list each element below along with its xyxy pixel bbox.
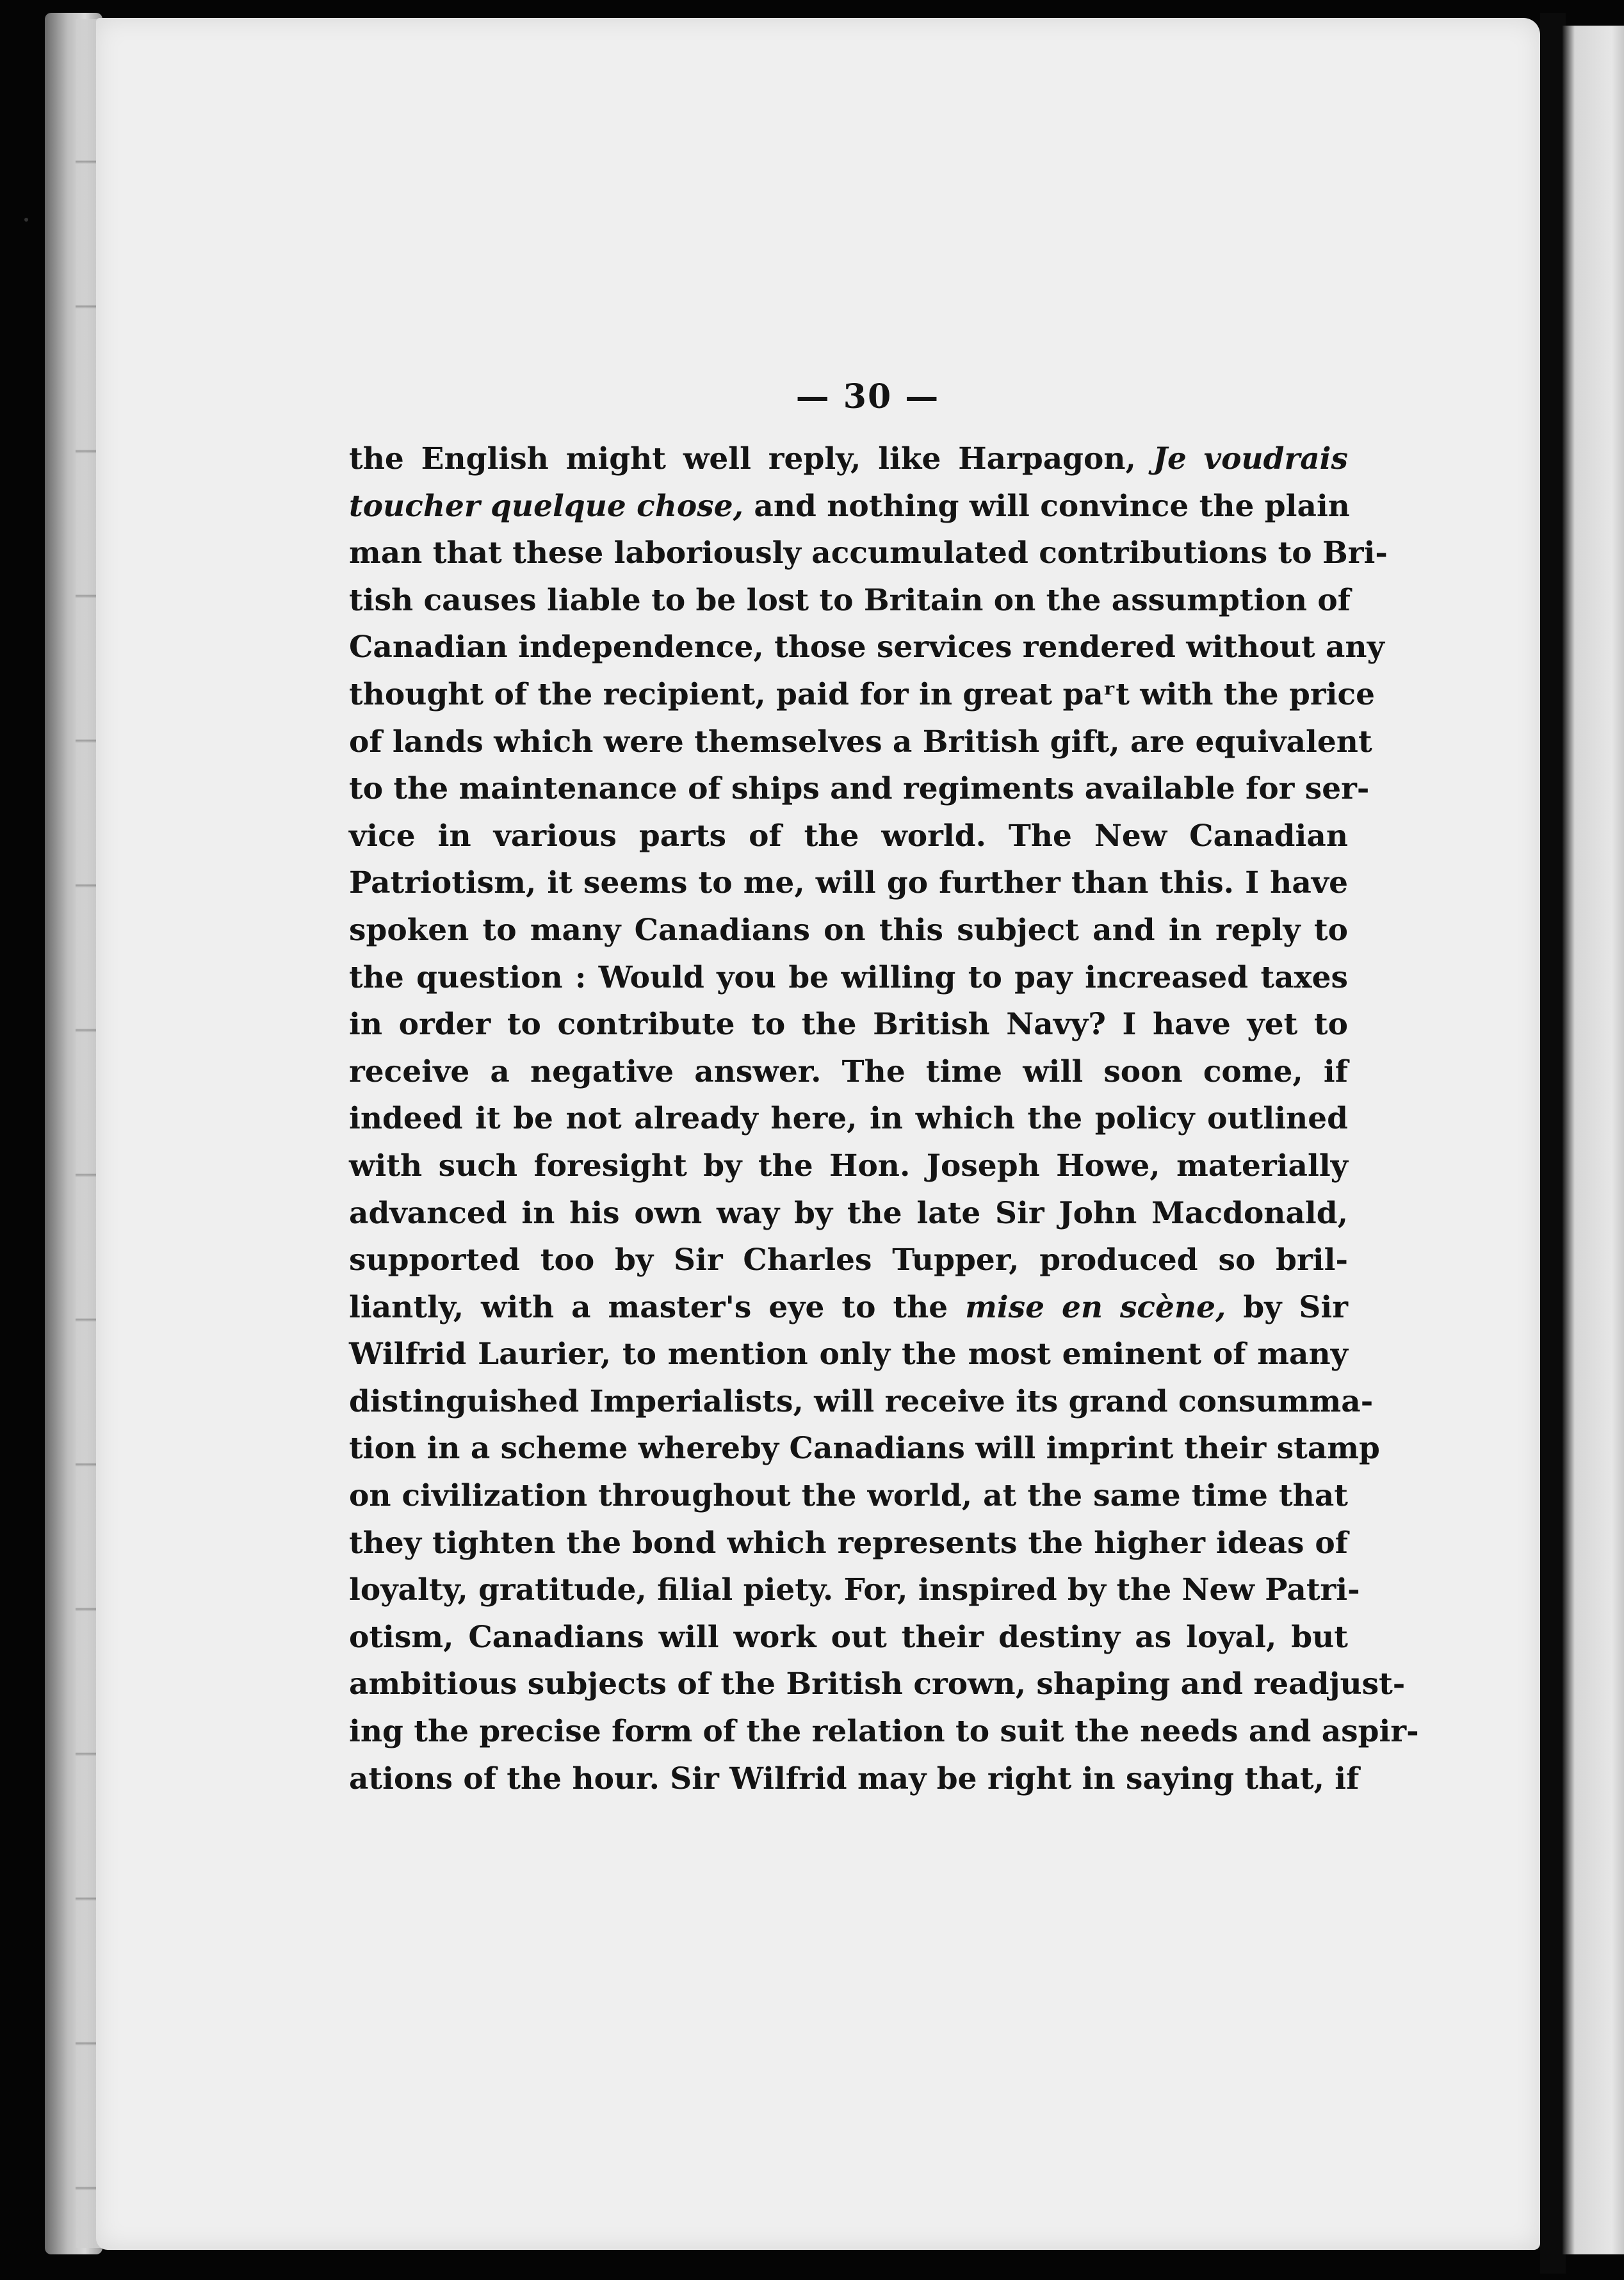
- italic-phrase: mise en scène,: [965, 1289, 1226, 1325]
- page-body: [349, 377, 1419, 1802]
- text-run: with such foresight by the Hon. Joseph Howe, materially: [349, 1148, 1348, 1184]
- text-run: liantly, with a master's eye to the: [349, 1289, 966, 1325]
- text-line: [349, 624, 1384, 671]
- text-run: ations of the hour. Sir Wilfrid may be right in saying that, if: [349, 1761, 1360, 1796]
- text-line: [349, 671, 1376, 719]
- text-run: Wilfrid Laurier, to mention only the most eminent of many: [349, 1337, 1348, 1372]
- text-line: [349, 859, 1348, 907]
- gutter-shadow: [1540, 13, 1566, 2274]
- text-line: [349, 1048, 1348, 1096]
- text-line: [349, 1567, 1360, 1614]
- text-line: [349, 907, 1348, 954]
- text-run: and nothing will convince the plain: [743, 488, 1350, 524]
- text-line: [349, 954, 1348, 1002]
- text-run: the question : Would you be willing to pay increased taxes: [349, 959, 1348, 995]
- text-run: the English might well reply, like Harpagon,: [349, 441, 1153, 476]
- text-run: tish causes liable to be lost to Britain on the assumption of: [349, 582, 1351, 618]
- text-line: [349, 530, 1388, 577]
- dust-speck: [24, 218, 28, 222]
- text-line: [349, 1095, 1348, 1143]
- text-run: by Sir: [1226, 1289, 1348, 1325]
- italic-phrase: toucher quelque chose,: [349, 488, 744, 524]
- text-line: [349, 436, 1348, 483]
- text-line: [349, 1708, 1419, 1755]
- text-run: on civilization throughout the world, at the same time that: [349, 1478, 1348, 1514]
- text-run: receive a negative answer. The time will soon come, if: [349, 1054, 1348, 1089]
- text-run: advanced in his own way by the late Sir John Macdonald,: [349, 1195, 1348, 1231]
- text-line: [349, 1755, 1360, 1803]
- text-run: in order to contribute to the British Navy? I have yet to: [349, 1007, 1348, 1043]
- text-run: thought of the recipient, paid for in great paʳt with the price: [349, 676, 1376, 712]
- right-page-edge: [1563, 26, 1624, 2254]
- text-run: loyalty, gratitude, filial piety. For, inspired by the New Patri-: [349, 1572, 1360, 1608]
- text-line: [349, 1378, 1374, 1426]
- text-run: distinguished Imperialists, will receive its grand consumma-: [349, 1383, 1374, 1419]
- text-run: ambitious subjects of the British crown, shaping and readjust-: [349, 1666, 1406, 1702]
- text-run: Patriotism, it seems to me, will go further than this. I have: [349, 865, 1348, 901]
- text-run: of lands which were themselves a British gift, are equivalent: [349, 724, 1372, 760]
- text-line: [349, 719, 1372, 766]
- text-run: spoken to many Canadians on this subject and in reply to: [349, 912, 1348, 948]
- text-line: [349, 1472, 1348, 1520]
- text-line: [349, 1661, 1406, 1708]
- text-line: [349, 765, 1370, 813]
- page-number: — 30 —: [795, 377, 940, 416]
- text-run: man that these laboriously accumulated contributions to Bri-: [349, 535, 1388, 571]
- text-run: indeed it be not already here, in which the policy outlined: [349, 1101, 1348, 1137]
- text-line: [349, 1143, 1348, 1190]
- text-line: [349, 1284, 1348, 1331]
- text-line: [349, 1614, 1348, 1661]
- text-line: [349, 1001, 1348, 1048]
- text-run: vice in various parts of the world. The New Canadian: [349, 818, 1348, 854]
- text-run: they tighten the bond which represents the higher ideas of: [349, 1525, 1348, 1561]
- text-line: [349, 483, 1348, 530]
- text-run: Canadian independence, those services rendered without any: [349, 630, 1384, 665]
- text-run: supported too by Sir Charles Tupper, produced so bril-: [349, 1242, 1348, 1278]
- text-run: to the maintenance of ships and regiments available for ser-: [349, 771, 1370, 807]
- text-line: [349, 1237, 1348, 1284]
- italic-phrase: Je voudrais: [1153, 441, 1348, 476]
- text-line: [349, 1425, 1380, 1472]
- text-line: [349, 577, 1351, 624]
- text-run: otism, Canadians will work out their destiny as loyal, but: [349, 1619, 1348, 1655]
- text-line: [349, 1520, 1348, 1567]
- text-line: [349, 1190, 1348, 1237]
- text-run: ing the precise form of the relation to suit the needs and aspir-: [349, 1714, 1419, 1750]
- text-line: [349, 813, 1348, 860]
- text-line: [349, 1331, 1348, 1378]
- text-lines: [349, 436, 1419, 1802]
- text-run: tion in a scheme whereby Canadians will imprint their stamp: [349, 1431, 1380, 1467]
